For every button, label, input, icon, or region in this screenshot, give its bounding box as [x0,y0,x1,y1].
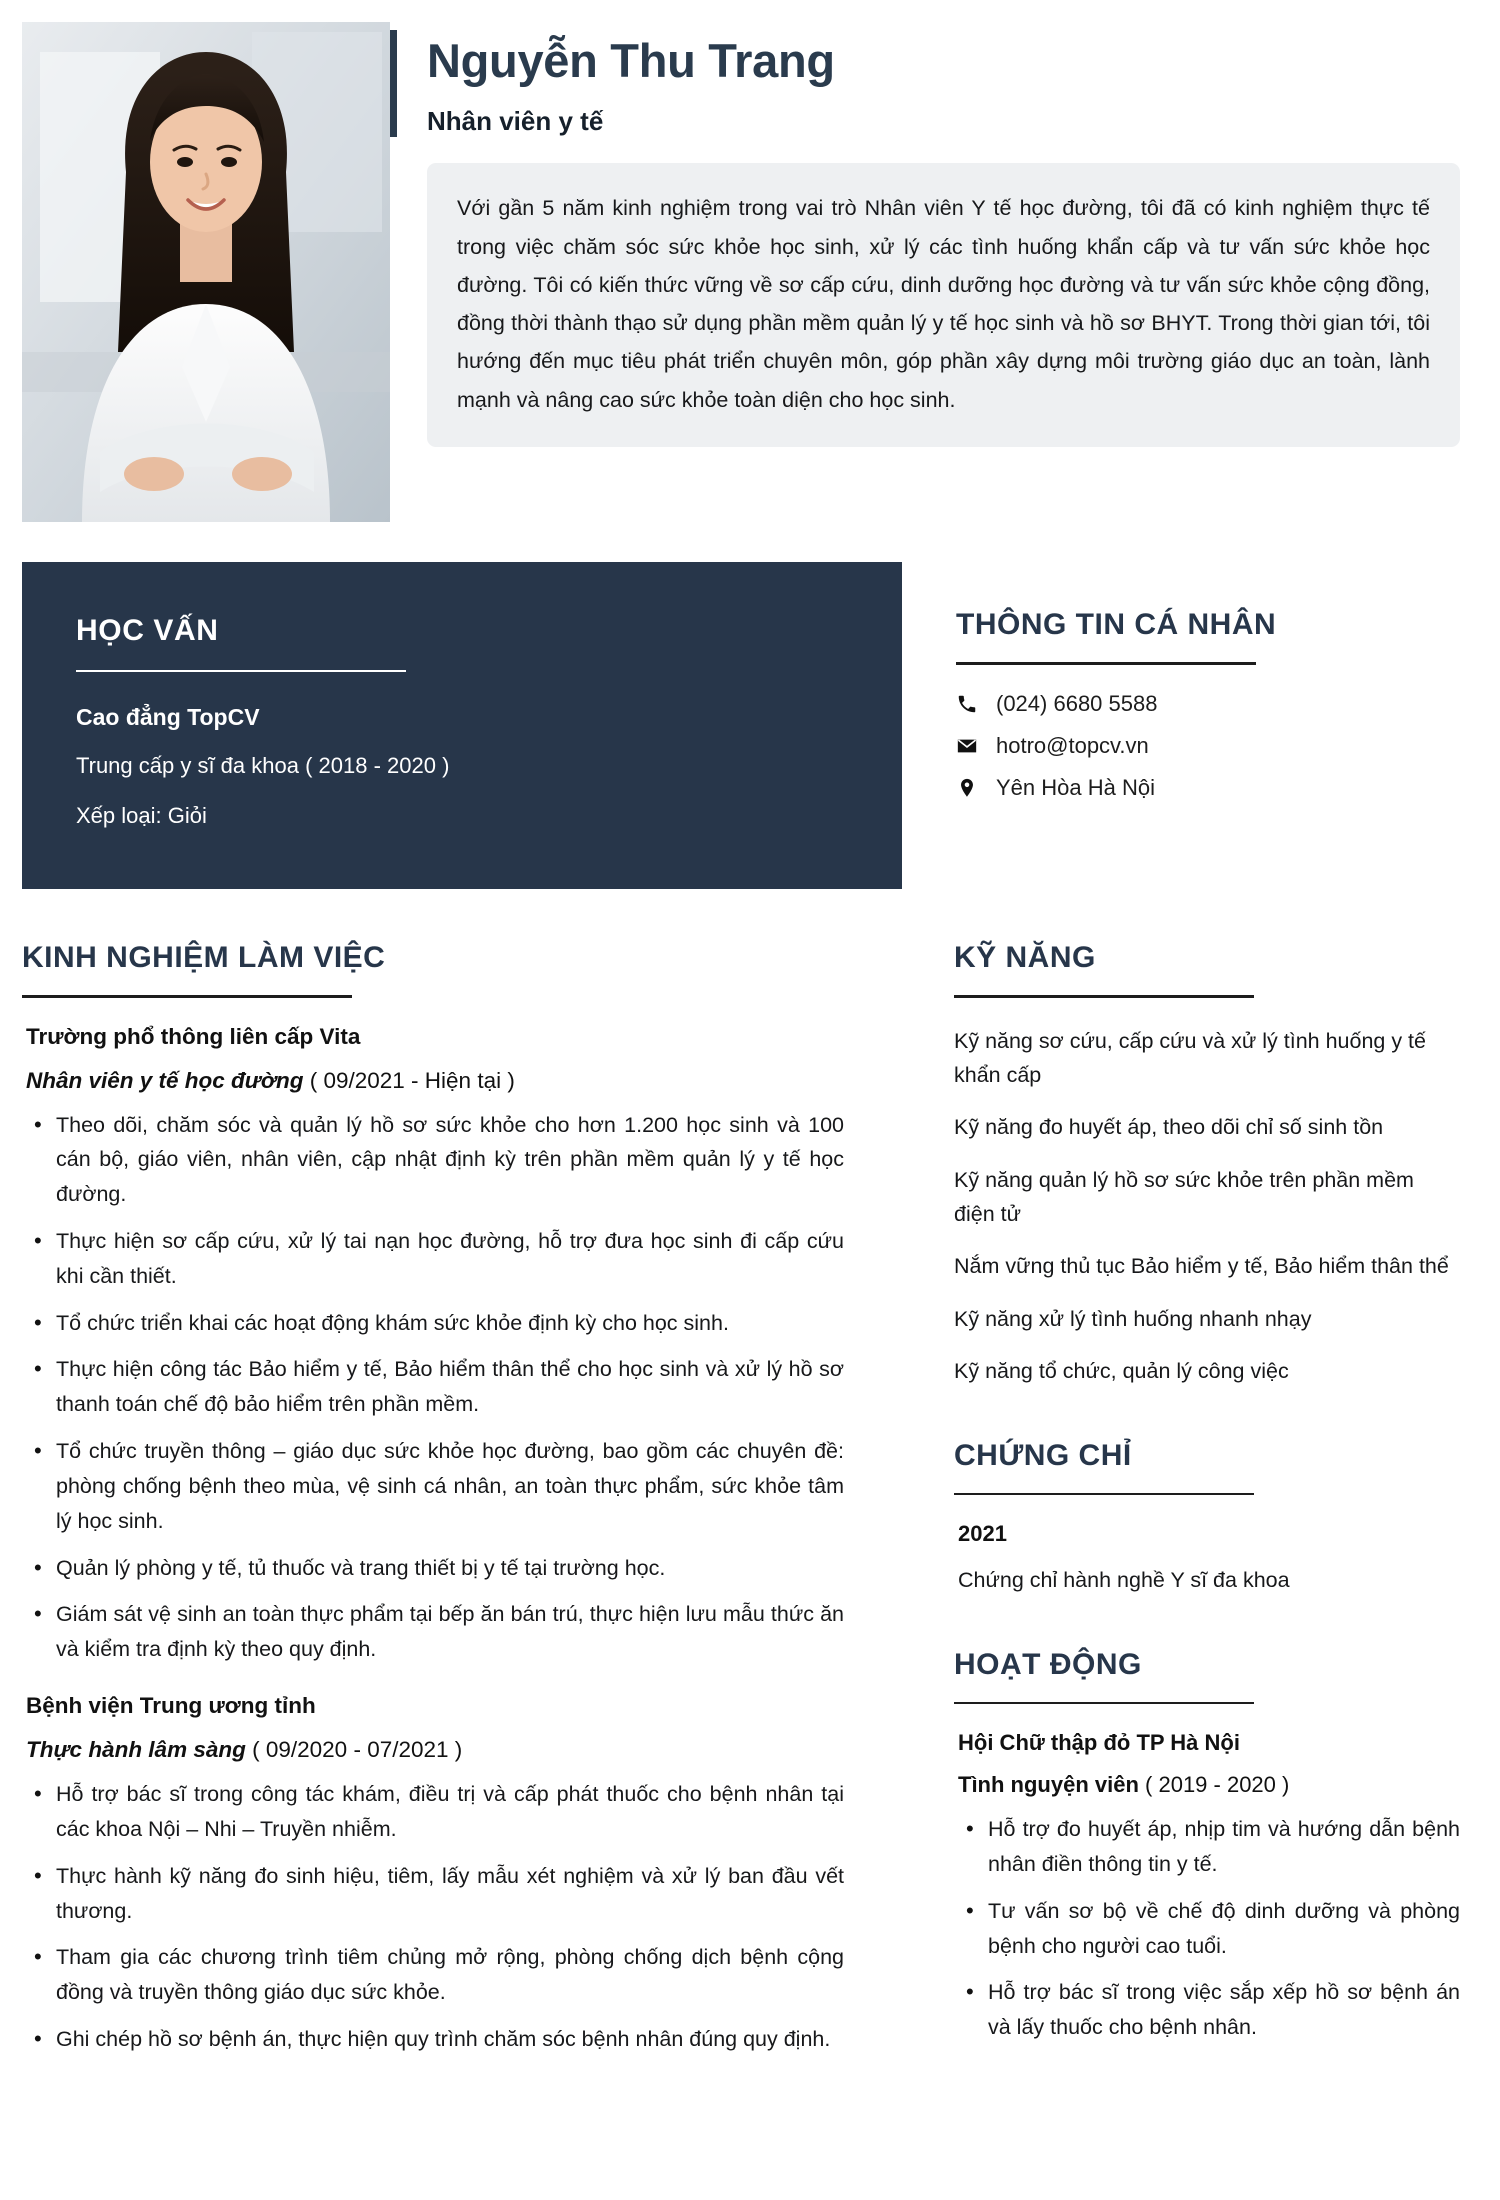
contact-item-email[interactable] [956,733,1460,759]
main-body [0,941,1500,2083]
list-item: • Thực hiện công tác Bảo hiểm y tế, Bảo hiểm thân thể cho học sinh và xử lý hồ sơ thanh toán chế độ bảo hiểm trên phần mềm. [22,1352,844,1422]
job-org: Trường phổ thông liên cấp Vita [26,1023,361,1049]
education-heading: HỌC VẤN [76,614,219,647]
certificates-heading: CHỨNG CHỈ [954,1438,1132,1472]
list-item: • Ghi chép hồ sơ bệnh án, thực hiện quy trình chăm sóc bệnh nhân đúng quy định. [22,2022,844,2057]
job-dates: ( 09/2020 - 07/2021 ) [252,1737,463,1763]
list-item: Kỹ năng đo huyết áp, theo dõi chỉ số sinh tồn [954,1115,1384,1140]
list-item: • Thực hiện sơ cấp cứu, xử lý tai nạn học đường, hỗ trợ đưa học sinh đi cấp cứu khi cần thiết. [22,1224,844,1294]
education-major: Trung cấp y sĩ đa khoa [76,753,299,778]
job-bullets [22,1777,844,2057]
education-major-line [76,753,848,779]
name-block [390,30,1460,137]
profile-photo-image [22,22,390,522]
certificates-section [954,1439,1460,1598]
contact-rule [956,662,1256,665]
job-role: Thực hành lâm sàng [26,1737,246,1763]
job-org: Bệnh viện Trung ương tỉnh [26,1693,316,1719]
contact-list [956,691,1460,801]
experience-heading: KINH NGHIỆM LÀM VIỆC [22,941,386,974]
list-item: • Thực hành kỹ năng đo sinh hiệu, tiêm, lấy mẫu xét nghiệm và xử lý ban đầu vết thương. [22,1859,844,1929]
job-dates: ( 09/2021 - Hiện tại ) [309,1067,515,1093]
activity-org: Hội Chữ thập đỏ TP Hà Nội [958,1730,1240,1756]
certificate-year: 2021 [958,1521,1007,1547]
experience-job-2 [22,1693,844,2057]
education-panel [22,562,902,889]
summary-box: Với gần 5 năm kinh nghiệm trong vai trò Nhân viên Y tế học đường, tôi đã có kinh nghiệm thực tế trong việc chăm sóc sức khỏe học sinh, xử lý các tình huống khẩn cấp và tư vấn sức khỏe học đường. Tôi có kiến thức vững về sơ cấp cứu, dinh dưỡng học đường và tư vấn sức khỏe cộng đồng, đồng thời thành thạo sử dụng phần mềm quản lý y tế học sinh và hồ sơ BHYT. Trong thời gian tới, tôi hướng đến mục tiêu phát triển chuyên môn, góp phần xây dựng môi trường giáo dục an toàn, lành mạnh và nâng cao sức khỏe toàn diện cho học sinh. [427,163,1460,447]
certificates-rule [954,1493,1254,1496]
activity-role: Tình nguyện viên [958,1772,1139,1798]
spacer [954,1407,1460,1439]
contact-section [902,562,1500,817]
activities-rule [954,1702,1254,1705]
cv-header [0,0,1500,522]
name-texts [427,30,835,137]
activities-section [954,1648,1460,2045]
list-item: • Tham gia các chương trình tiêm chủng mở rộng, phòng chống dịch bệnh cộng đồng và truyền thông giáo dục sức khỏe. [22,1940,844,2010]
activities-heading: HOẠT ĐỘNG [954,1647,1142,1681]
contact-phone-value: (024) 6680 5588 [996,690,1158,716]
experience-column [0,941,900,2083]
phone-icon [956,693,990,715]
page-title: Nguyễn Thu Trang [427,34,835,87]
spacer [954,1604,1460,1648]
job-role: Nhân viên y tế học đường [26,1067,304,1093]
list-item: • Tổ chức triển khai các hoạt động khám sức khỏe định kỳ cho học sinh. [22,1306,844,1341]
experience-job-1 [22,1024,844,1668]
education-contact-row [0,562,1500,889]
list-item: • Theo dõi, chăm sóc và quản lý hồ sơ sức khỏe cho hơn 1.200 học sinh và 100 cán bộ, giáo viên, nhân viên, cập nhật định kỳ trên phần mềm quản lý y tế học đường. [22,1108,844,1212]
list-item: • Tổ chức truyền thông – giáo dục sức khỏe học đường, bao gồm các chuyên đề: phòng chống bệnh theo mùa, vệ sinh cá nhân, an toàn thực phẩm, sức khỏe tâm lý học sinh. [22,1434,844,1538]
skills-section [954,941,1460,1389]
certificate-name: Chứng chỉ hành nghề Y sĩ đa khoa [958,1568,1290,1593]
job-title: Nhân viên y tế [427,106,604,137]
experience-section [22,941,844,2057]
list-item: Kỹ năng tổ chức, quản lý công việc [954,1359,1289,1384]
list-item: • Quản lý phòng y tế, tủ thuốc và trang thiết bị y tế tại trường học. [22,1551,844,1586]
contact-heading: THÔNG TIN CÁ NHÂN [956,608,1277,641]
job-bullets [22,1108,844,1668]
education-school: Cao đẳng TopCV [76,704,260,730]
list-item: Nắm vững thủ tục Bảo hiểm y tế, Bảo hiểm thân thể [954,1254,1449,1279]
profile-photo [22,22,390,522]
education-rule [76,670,406,672]
contact-item-phone[interactable] [956,691,1460,717]
education-grade: Xếp loại: Giỏi [76,803,207,828]
email-icon [956,735,990,757]
contact-email-value: hotro@topcv.vn [996,732,1149,758]
activity-bullets [954,1812,1460,2045]
list-item: Kỹ năng sơ cứu, cấp cứu và xử lý tình huống y tế khẩn cấp [954,1028,1426,1087]
sidebar-column [900,941,1500,2071]
contact-item-location[interactable] [956,775,1460,801]
job-role-line [26,1737,844,1763]
list-item: • Giám sát vệ sinh an toàn thực phẩm tại bếp ăn bán trú, thực hiện lưu mẫu thức ăn và kiểm tra định kỳ theo quy định. [22,1597,844,1667]
contact-location-value: Yên Hòa Hà Nội [996,774,1155,800]
skills-rule [954,995,1254,998]
job-role-line [26,1068,844,1094]
name-accent-bar [390,30,397,137]
location-icon [956,777,990,799]
list-item: Kỹ năng xử lý tình huống nhanh nhạy [954,1306,1312,1331]
list-item: • Hỗ trợ bác sĩ trong công tác khám, điều trị và cấp phát thuốc cho bệnh nhân tại các khoa Nội – Nhi – Truyền nhiễm. [22,1777,844,1847]
list-item: Kỹ năng quản lý hồ sơ sức khỏe trên phần mềm điện tử [954,1167,1414,1227]
activity-role-line [958,1772,1460,1798]
header-right [390,0,1500,447]
activity-dates: ( 2019 - 2020 ) [1145,1772,1290,1798]
list-item: • Hỗ trợ bác sĩ trong việc sắp xếp hồ sơ bệnh án và lấy thuốc cho bệnh nhân. [954,1975,1460,2045]
experience-rule [22,995,352,998]
list-item: • Tư vấn sơ bộ về chế độ dinh dưỡng và phòng bệnh cho người cao tuổi. [954,1894,1460,1964]
list-item: • Hỗ trợ đo huyết áp, nhịp tim và hướng dẫn bệnh nhân điền thông tin y tế. [954,1812,1460,1882]
education-dates: ( 2018 - 2020 ) [305,753,450,778]
skills-heading: KỸ NĂNG [954,941,1096,974]
